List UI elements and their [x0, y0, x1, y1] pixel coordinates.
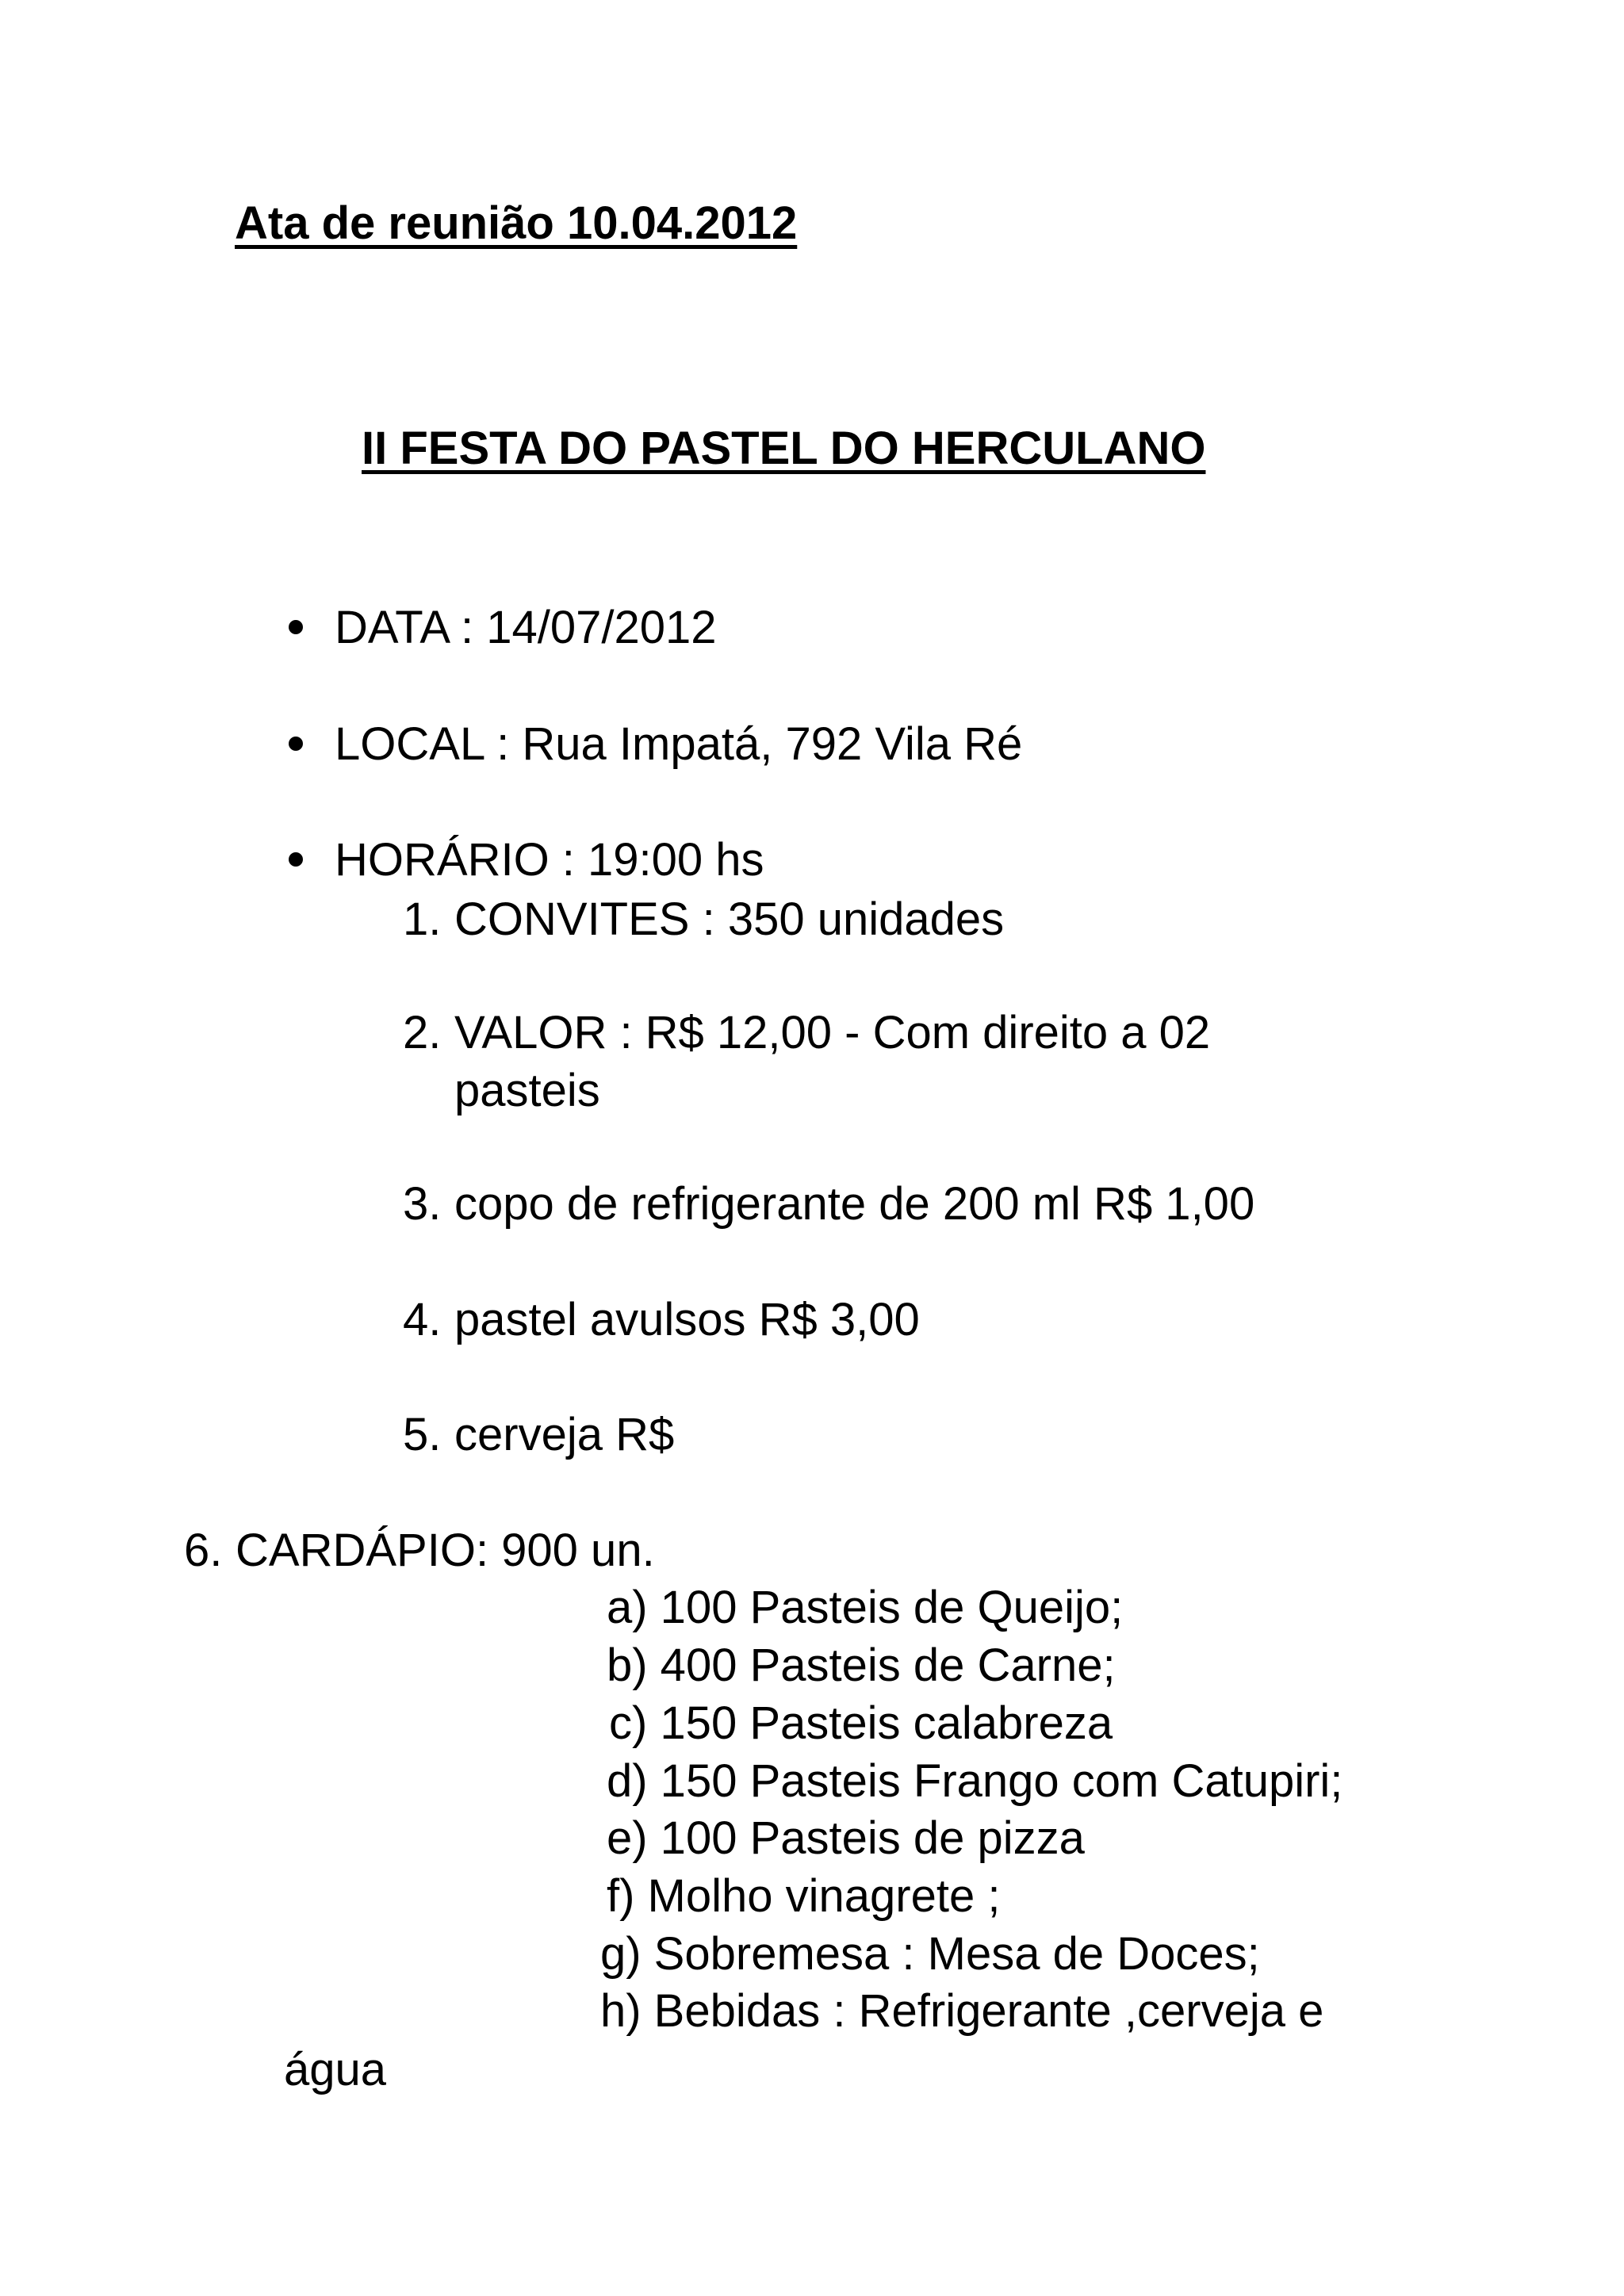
- menu-item: e) 100 Pasteis de pizza: [607, 1812, 1085, 1864]
- list-item-price: VALOR : R$ 12,00 - Com direito a 02: [454, 1007, 1211, 1058]
- event-title: II FESTA DO PASTEL DO HERCULANO: [362, 423, 1206, 474]
- menu-item-continued: água: [284, 2044, 387, 2095]
- detail-location: LOCAL : Rua Impatá, 792 Vila Ré: [335, 718, 1023, 770]
- list-item-soda: copo de refrigerante de 200 ml R$ 1,00: [454, 1178, 1255, 1230]
- menu-item: b) 400 Pasteis de Carne;: [607, 1640, 1116, 1691]
- list-item-beer: cerveja R$: [454, 1409, 675, 1460]
- meeting-title: Ata de reunião 10.04.2012: [235, 197, 798, 249]
- list-number: 2.: [403, 1007, 442, 1058]
- menu-item: c) 150 Pasteis calabreza: [609, 1697, 1113, 1749]
- list-number: 5.: [403, 1409, 442, 1460]
- bullet-icon: [289, 852, 303, 867]
- menu-item: h) Bebidas : Refrigerante ,cerveja e: [600, 1985, 1324, 2037]
- menu-title: CARDÁPIO: 900 un.: [236, 1525, 655, 1576]
- detail-time: HORÁRIO : 19:00 hs: [335, 834, 764, 886]
- list-number: 4.: [403, 1294, 442, 1345]
- menu-item: a) 100 Pasteis de Queijo;: [607, 1582, 1124, 1633]
- menu-item: g) Sobremesa : Mesa de Doces;: [600, 1928, 1260, 1980]
- menu-item: f) Molho vinagrete ;: [607, 1870, 1001, 1922]
- list-number: 6.: [184, 1525, 223, 1576]
- detail-date: DATA : 14/07/2012: [335, 602, 717, 653]
- list-number: 1.: [403, 894, 442, 945]
- bullet-icon: [289, 737, 303, 751]
- list-item-pastel: pastel avulsos R$ 3,00: [454, 1294, 920, 1345]
- list-item-price-continued: pasteis: [454, 1065, 600, 1116]
- bullet-icon: [289, 620, 303, 634]
- list-item-invites: CONVITES : 350 unidades: [454, 894, 1005, 945]
- list-number: 3.: [403, 1178, 442, 1230]
- menu-item: d) 150 Pasteis Frango com Catupiri;: [607, 1755, 1343, 1807]
